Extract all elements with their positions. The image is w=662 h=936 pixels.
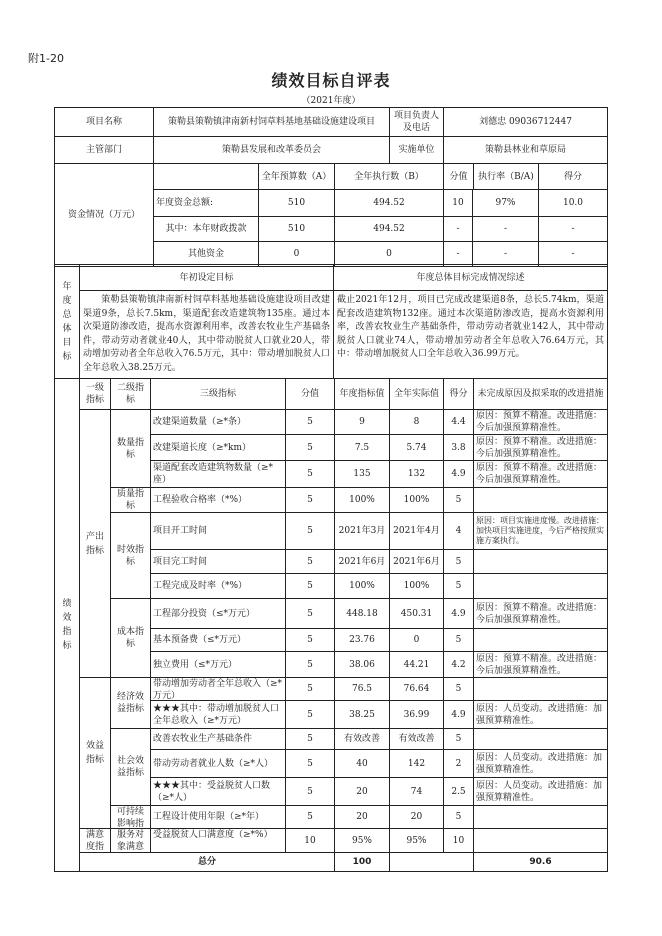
indicator-score: 5 — [444, 550, 474, 574]
indicator-name: 基本预备费（≤*万元） — [151, 629, 286, 652]
indicator-actual: 36.99 — [390, 701, 444, 729]
header-score: 得分 — [444, 379, 474, 410]
goals-side-label: 年度总体目标 — [55, 265, 80, 379]
funds-row-weight: 10 — [444, 190, 473, 217]
indicator-name: 工程设计使用年限（≥*年） — [151, 806, 286, 829]
indicator-reason — [474, 574, 608, 599]
indicator-reason: 原因：人员变动。改进措施：加强预算精准性。 — [474, 778, 608, 806]
funds-row-executed: 494.52 — [335, 190, 444, 217]
header-reason: 未完成原因及拟采取的改进措施 — [474, 379, 608, 410]
funds-row-executed: 494.52 — [335, 217, 444, 242]
indicator-reason — [474, 488, 608, 513]
funds-row-rate: - — [473, 242, 539, 267]
project-name-label: 项目名称 — [55, 108, 154, 137]
indicator-reason: 原因：预算不精准。改进措施：今后加强预算精准性。 — [474, 461, 608, 488]
indicator-target: 2021年3月 — [335, 513, 390, 550]
indicator-reason: 原因：预算不精准。改进措施：今后加强预算精准性。 — [474, 435, 608, 461]
indicator-target: 76.5 — [335, 678, 390, 701]
funds-label: 资金情况（万元） — [55, 164, 154, 267]
indicator-actual: 132 — [390, 461, 444, 488]
indicator-score: 5 — [444, 806, 474, 829]
level2-economic: 经济效益指标 — [111, 678, 151, 729]
indicator-weight: 5 — [286, 488, 335, 513]
indicator-reason — [474, 550, 608, 574]
indicator-reason: 原因：预算不精准。改进措施：今后加强预算精准性。 — [474, 410, 608, 435]
indicator-actual: 2021年4月 — [390, 513, 444, 550]
indicator-weight: 5 — [286, 461, 335, 488]
indicator-score: 5 — [444, 678, 474, 701]
indicator-target: 20 — [335, 806, 390, 829]
indicator-row — [55, 729, 608, 750]
indicator-weight: 5 — [286, 550, 335, 574]
indicator-name: 改善农牧业生产基础条件 — [151, 729, 286, 750]
header-level2: 二级指标 — [111, 379, 151, 410]
indicator-name: 工程部分投资（≤*万元） — [151, 599, 286, 629]
level2-service-satisfaction: 服务对象满意 — [111, 829, 151, 853]
indicator-actual: 76.64 — [390, 678, 444, 701]
indicator-actual: 44.21 — [390, 652, 444, 678]
indicator-row — [55, 829, 608, 853]
total-score: 90.6 — [474, 853, 608, 872]
funds-header-blank — [154, 164, 259, 190]
project-leader-label: 项目负责人及电话 — [390, 108, 444, 137]
indicator-score: 2.5 — [444, 778, 474, 806]
indicator-name: 独立费用（≤*万元） — [151, 652, 286, 678]
page-title: 绩效目标自评表 — [271, 71, 391, 90]
level2-quality: 质量指标 — [111, 488, 151, 513]
indicator-target: 2021年6月 — [335, 550, 390, 574]
indicator-score: 10 — [444, 829, 474, 853]
level1-output: 产出指标 — [80, 410, 111, 678]
funds-row-budget: 510 — [259, 217, 335, 242]
indicator-reason: 原因：项目实施进度慢。改进措施：加快项目实施进度，今后严格按照实施方案执行。 — [474, 513, 608, 550]
impl-unit-value: 策勒县林业和草原局 — [444, 137, 608, 164]
indicator-target: 448.18 — [335, 599, 390, 629]
level2-timeliness: 时效指标 — [111, 513, 151, 599]
indicator-name: 工程完成及时率（*%） — [151, 574, 286, 599]
goals-summary-text: 截止2021年12月，项目已完成改建渠道8条，总长5.74km，渠道配套改造建筑物132座。通过本次渠道防渗改造，提高水资源利用率，改善农牧业生产基础条件，带动劳动者就业142人，其中带动脱贫人口就业74人，带动增加劳动者全年总收入76.64万元，其中：带动增加脱贫人口全年总收入36.99万元。 — [334, 291, 608, 379]
indicator-name: 改建渠道数量（≥*条） — [151, 410, 286, 435]
indicators-side-label: 绩效指标 — [55, 379, 80, 872]
indicator-target: 23.76 — [335, 629, 390, 652]
indicator-actual: 8 — [390, 410, 444, 435]
indicator-weight: 5 — [286, 513, 335, 550]
indicator-actual: 5.74 — [390, 435, 444, 461]
indicator-actual: 100% — [390, 574, 444, 599]
indicator-target: 100% — [335, 488, 390, 513]
indicator-score: 5 — [444, 629, 474, 652]
indicator-target: 100% — [335, 574, 390, 599]
indicator-name: 渠道配套改造建筑物数量（≥*座） — [151, 461, 286, 488]
indicator-name: 改建渠道长度（≥*km） — [151, 435, 286, 461]
indicator-score: 4.9 — [444, 599, 474, 629]
indicator-weight: 5 — [286, 701, 335, 729]
funds-row-rate: - — [473, 217, 539, 242]
indicator-weight: 5 — [286, 806, 335, 829]
indicator-actual: 20 — [390, 806, 444, 829]
indicator-target: 20 — [335, 778, 390, 806]
level2-quantity: 数量指标 — [111, 410, 151, 488]
indicator-weight: 5 — [286, 435, 335, 461]
funds-row-budget: 510 — [259, 190, 335, 217]
indicator-target: 95% — [335, 829, 390, 853]
indicator-weight: 10 — [286, 829, 335, 853]
level2-cost: 成本指标 — [111, 599, 151, 678]
funds-header-weight-cell: 分值 — [444, 164, 474, 189]
indicator-weight: 5 — [286, 574, 335, 599]
indicator-actual: 142 — [390, 750, 444, 778]
indicator-target: 38.25 — [335, 701, 390, 729]
funds-row-executed: 0 — [335, 242, 444, 267]
indicator-name: 工程验收合格率（*%） — [151, 488, 286, 513]
goals-summary-header: 年度总体目标完成情况综述 — [334, 265, 608, 291]
total-blank — [390, 853, 474, 872]
annex-number: 附1-20 — [28, 52, 64, 65]
indicator-reason: 原因：预算不精准。改进措施：今后加强预算精准性。 — [474, 652, 608, 678]
goals-table — [54, 264, 608, 379]
indicator-weight: 5 — [286, 778, 335, 806]
funds-header-rate: 执行率（B/A) — [478, 171, 534, 182]
header-weight: 分值 — [286, 379, 335, 410]
indicator-reason — [474, 729, 608, 750]
indicator-weight: 5 — [286, 599, 335, 629]
indicators-table — [54, 378, 608, 872]
report-year: （2021年度） — [301, 96, 361, 106]
dept-value: 策勒县发展和改革委员会 — [154, 137, 390, 164]
indicator-name: 带动劳动者就业人数（≥*人） — [151, 750, 286, 778]
indicator-actual: 100% — [390, 488, 444, 513]
indicator-actual: 0 — [390, 629, 444, 652]
funds-row-name: 其他资金 — [154, 242, 259, 267]
funds-row-weight: - — [444, 217, 473, 242]
funds-header-weight-visible — [444, 164, 539, 190]
indicator-reason: 原因：人员变动。改进措施：加强预算精准性。 — [474, 750, 608, 778]
funds-header-executed: 全年执行数（B） — [335, 164, 444, 190]
indicator-actual: 74 — [390, 778, 444, 806]
indicator-row — [55, 678, 608, 701]
funds-row-budget: 0 — [259, 242, 335, 267]
funds-row-name: 年度资金总额: — [154, 190, 259, 217]
indicator-target: 9 — [335, 410, 390, 435]
funds-row-rate: 97% — [473, 190, 539, 217]
indicator-score: 4.9 — [444, 461, 474, 488]
indicator-weight: 5 — [286, 750, 335, 778]
level2-sustainable: 可持续影响指 — [111, 806, 151, 829]
indicator-reason — [474, 829, 608, 853]
indicator-reason — [474, 806, 608, 829]
header-level3: 三级指标 — [151, 379, 286, 410]
indicator-actual: 95% — [390, 829, 444, 853]
indicator-reason — [474, 629, 608, 652]
funds-header-budget: 全年预算数（A） — [259, 164, 335, 190]
indicator-name: 受益脱贫人口满意度（≥*%） — [151, 829, 286, 853]
funds-header-score: 得分 — [539, 164, 608, 190]
indicator-row — [55, 599, 608, 629]
indicator-weight: 5 — [286, 410, 335, 435]
indicator-target: 有效改善 — [335, 729, 390, 750]
indicator-weight: 5 — [286, 729, 335, 750]
indicator-target: 135 — [335, 461, 390, 488]
header-actual: 全年实际值 — [390, 379, 444, 410]
funds-row-score: - — [539, 242, 608, 267]
indicator-name: ★★★其中：受益脱贫人口数（≥*人） — [151, 778, 286, 806]
indicator-name: 项目完工时间 — [151, 550, 286, 574]
indicator-target: 38.06 — [335, 652, 390, 678]
indicator-row — [55, 488, 608, 513]
goals-initial-header: 年初设定目标 — [80, 265, 334, 291]
level1-satisfaction: 满意度指 — [80, 829, 111, 853]
indicator-actual: 有效改善 — [390, 729, 444, 750]
indicator-weight: 5 — [286, 652, 335, 678]
funds-row-score: - — [539, 217, 608, 242]
indicator-score: 5 — [444, 488, 474, 513]
indicator-score: 4.4 — [444, 410, 474, 435]
header-target: 年度指标值 — [335, 379, 390, 410]
funds-row-score: 10.0 — [539, 190, 608, 217]
indicator-score: 3.8 — [444, 435, 474, 461]
indicator-score: 4 — [444, 513, 474, 550]
indicator-score: 4.2 — [444, 652, 474, 678]
indicator-reason: 原因：人员变动。改进措施：加强预算精准性。 — [474, 701, 608, 729]
funds-row-name: 其中：本年财政拨款 — [154, 217, 259, 242]
indicator-score: 5 — [444, 729, 474, 750]
indicator-weight: 5 — [286, 678, 335, 701]
project-info-table — [54, 107, 608, 267]
header-level1: 一级指标 — [80, 379, 111, 410]
indicator-row — [55, 806, 608, 829]
indicator-actual: 2021年6月 — [390, 550, 444, 574]
indicator-target: 40 — [335, 750, 390, 778]
indicator-reason — [474, 678, 608, 701]
total-weight: 100 — [335, 853, 390, 872]
indicator-score: 4.9 — [444, 701, 474, 729]
total-row — [55, 853, 608, 872]
indicator-name: 带动增加劳动者全年总收入（≥*万元） — [151, 678, 286, 701]
funds-row-weight: - — [444, 242, 473, 267]
dept-label: 主管部门 — [55, 137, 154, 164]
total-label: 总分 — [80, 853, 335, 872]
project-leader-value: 刘德忠 09036712447 — [444, 108, 608, 137]
impl-unit-label: 实施单位 — [390, 137, 444, 164]
indicator-name: ★★★其中：带动增加脱贫人口全年总收入（≥*万元） — [151, 701, 286, 729]
level1-benefit: 效益指标 — [80, 678, 111, 829]
indicator-weight: 5 — [286, 629, 335, 652]
indicator-actual: 450.31 — [390, 599, 444, 629]
goals-initial-text: 策勒县策勒镇津南新村饲草料基地基础设施建设项目改建渠道9条，总长7.5km，渠道配套改造建筑物135座。通过本次渠道防渗改造，提高水资源利用率，改善农牧业生产基础条件，带动劳动者就业40人，其中带动脱贫人口就业20人，带动增加劳动者全年总收入76.5万元，其中：带动增加脱贫人口全年总收入38.25万元。 — [80, 291, 334, 379]
indicator-row — [55, 410, 608, 435]
indicator-score: 2 — [444, 750, 474, 778]
indicator-row — [55, 513, 608, 550]
project-name-value: 策勒县策勒镇津南新村饲草料基地基础设施建设项目 — [154, 108, 390, 137]
indicator-target: 7.5 — [335, 435, 390, 461]
indicator-name: 项目开工时间 — [151, 513, 286, 550]
indicator-reason: 原因：预算不精准。改进措施：今后加强预算精准性。 — [474, 599, 608, 629]
level2-social: 社会效益指标 — [111, 729, 151, 806]
indicator-score: 5 — [444, 574, 474, 599]
